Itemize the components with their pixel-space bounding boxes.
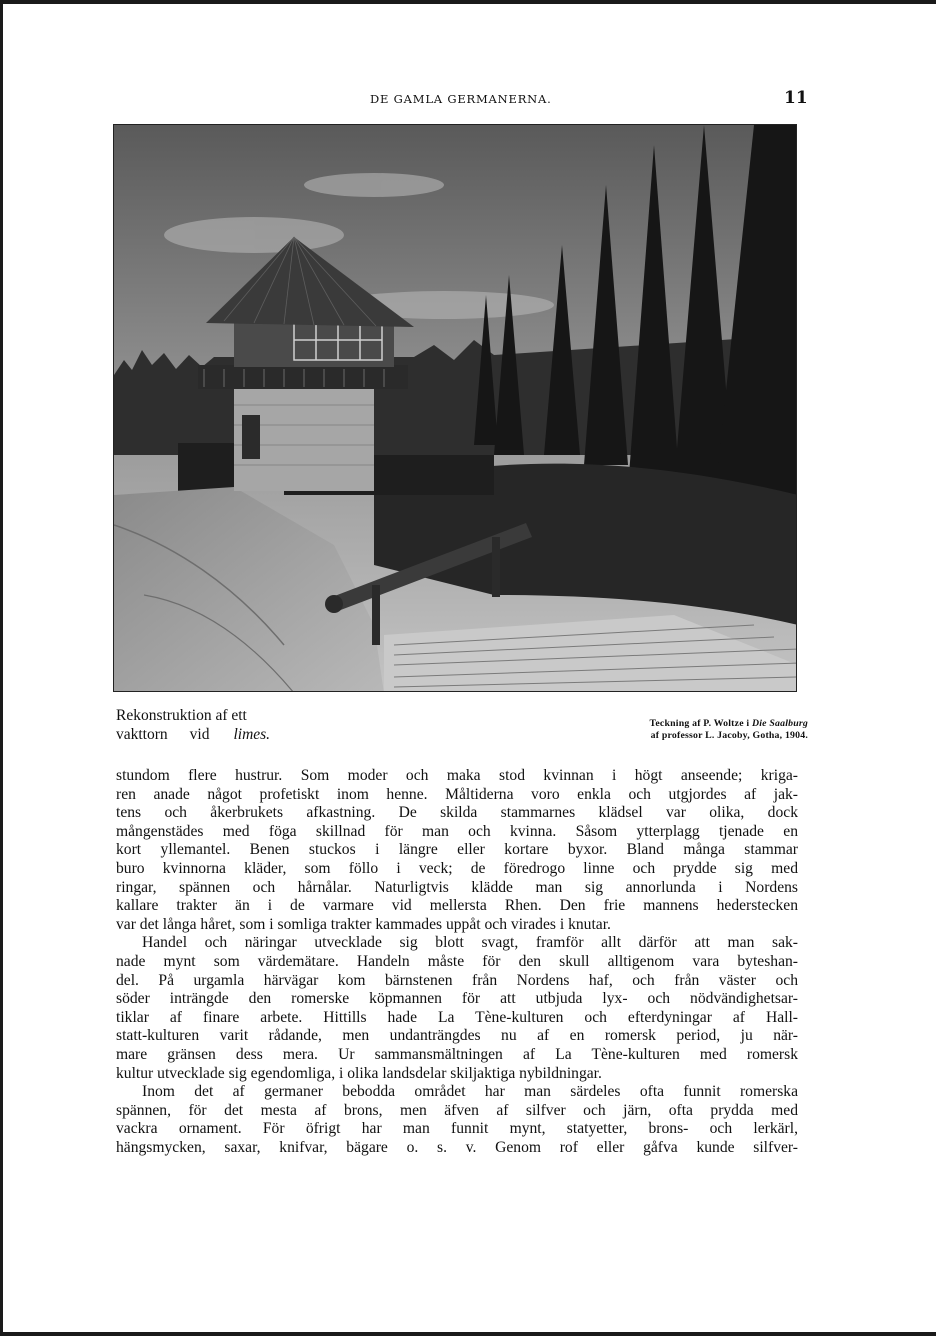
body-text bbox=[116, 767, 798, 1157]
text-line: stundom flere hustrur. Som moder och maka stod kvinnan i högt anseende; kriga- bbox=[116, 767, 798, 784]
running-head: DE GAMLA GERMANERNA. bbox=[370, 92, 552, 106]
text-line: statt-kulturen varit rådande, men undanträngdes nu af en romersk period, ju när- bbox=[116, 1027, 798, 1045]
text-line: mångenstädes med föga skillnad för man och kvinna. Såsom ytterplagg tjenade en bbox=[116, 822, 798, 840]
text-line: kallare trakter än i de varmare vid mellersta Rhen. Den frie mannens hederstecken bbox=[116, 897, 798, 915]
credit-line-1: Teckning af P. Woltze i Die Saalburg bbox=[649, 718, 808, 729]
watchtower-drawing bbox=[114, 125, 797, 692]
text-line: kort yllemantel. Benen stuckos i längre eller kortare byxor. Bland många stammar bbox=[116, 841, 798, 859]
illustration-watchtower bbox=[113, 124, 797, 692]
figure-credit bbox=[650, 718, 808, 742]
scan-edge-left bbox=[0, 0, 3, 1336]
text-line: söder inträngde den romerske köpmannen för att utbjuda lyx- och nödvändighetsar- bbox=[116, 990, 798, 1008]
caption-line-2: vakttorn vid limes. bbox=[116, 726, 271, 743]
figure-caption bbox=[116, 706, 270, 744]
credit-line-2: af professor L. Jacoby, Gotha, 1904. bbox=[650, 730, 808, 741]
page-number: 11 bbox=[784, 88, 808, 108]
text-line: Inom det af germaner bebodda området har man särdeles ofta funnit romerska bbox=[142, 1083, 798, 1101]
text-line: ringar, spännen och hårnålar. Naturligtvis klädde man sig annorlunda i Nordens bbox=[116, 878, 798, 896]
text-line: mare gränsen dess mera. Ur sammansmältningen af La Tène-kulturen med romersk bbox=[116, 1045, 798, 1063]
text-line: spännen, för det mesta af brons, men äfven af silfver och järn, ofta prydda med bbox=[116, 1101, 798, 1119]
text-line: tens och åkerbrukets afkastning. De skilda stammarnes klädsel var olika, dock bbox=[116, 804, 798, 822]
tower-gallery bbox=[198, 365, 408, 389]
text-line: ren anade något profetiskt inom henne. Måltiderna voro enkla och utgjordes af jak- bbox=[116, 785, 798, 803]
text-line: Handel och näringar utvecklade sig blott svagt, framför allt därför att man sak- bbox=[142, 934, 798, 952]
text-line: tiklar af finare arbete. Hittills hade La Tène-kulturen och efterdyningar af Hall- bbox=[116, 1008, 798, 1026]
text-line: del. På urgamla härvägar kom bärnstenen från Nordens haf, och från väster och bbox=[116, 971, 798, 989]
caption-line-1: Rekonstruktion af ett bbox=[116, 707, 247, 724]
tower-door bbox=[242, 415, 260, 459]
text-line: nade mynt som värdemätare. Handeln måste för den skull alltigenom vara byteshan- bbox=[116, 952, 798, 970]
text-line: var det långa håret, som i somliga trakter kammades uppåt och virades i knutar. bbox=[116, 915, 611, 933]
text-line: vackra ornament. För öfrigt har man funnit mynt, statyetter, brons- och lerkärl, bbox=[116, 1120, 798, 1138]
text-line: kultur utvecklade sig egendomliga, i olika landsdelar skiljaktiga nybildningar. bbox=[116, 1064, 602, 1082]
text-line: buro kvinnorna kläder, som föllo i veck; de föredrogo linne och prydde sig med bbox=[116, 859, 798, 877]
scan-edge-bottom bbox=[0, 1332, 936, 1336]
text-line: hängsmycken, saxar, knifvar, bägare o. s. v. Genom rof eller gåfva kunde silfver- bbox=[116, 1138, 798, 1156]
scan-edge-top bbox=[0, 0, 936, 4]
